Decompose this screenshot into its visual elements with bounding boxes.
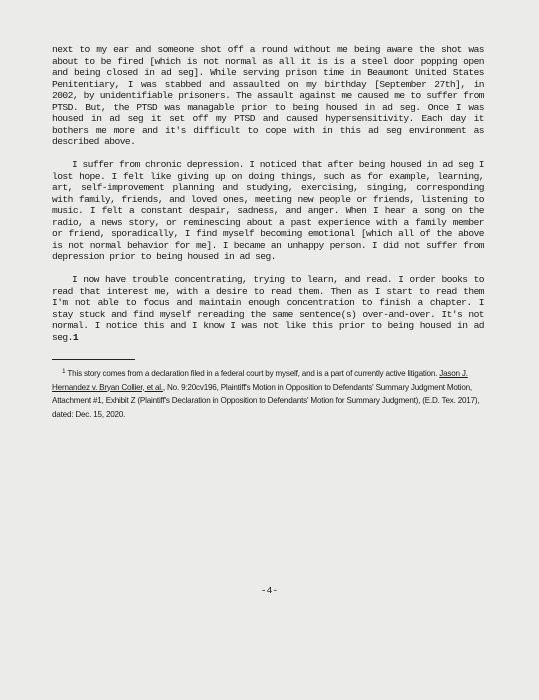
footnote-separator bbox=[52, 359, 135, 360]
body-text bbox=[52, 44, 484, 355]
page-number: -4- bbox=[260, 585, 279, 596]
footnote-case-name: Jason J. Hernandez v. Bryan Collier, et al. bbox=[52, 369, 468, 392]
footnote-marker: 1 bbox=[62, 368, 66, 375]
footnote-reference: 1 bbox=[72, 331, 79, 343]
paragraph-concentration-text: I now have trouble concentrating, trying to learn, and read. I order books to read that interest me, with a desire to read them. Then as I start to read them I'm not able to focus and maintain enough concentration to finish a chapter. I stay stuck and find myself rereading the same sentence(s) over-and-over. It's not normal. I notice this and I know I was not like this prior to being housed in ad seg. bbox=[52, 274, 484, 343]
footnote-text-after: , No. 9:20cv196, Plaintiff's Motion in Opposition to Defendants' Summary Judgment Motion, Attachment #1, Exhibit Z (Plaintiff's Declaration in Opposition to Defendants' Motion for Summary Judgment), (E.D. Tex. 2017), dated: Dec. 15, 2020. bbox=[52, 382, 480, 419]
paragraph-depression: I suffer from chronic depression. I noticed that after being housed in ad seg I lost hope. I felt like giving up on doing things, such as for example, learning, art, self-improvement planning and studying, exercising, singing, corresponding with family, friends, and loved ones, meeting new people or friends, listening to music. I felt a constant despair, sadness, and anger. When I hear a song on the radio, a news story, or reminescing about a past experience with a family member or friend, sporadically, I find myself becoming emotional [which all of the above is not normal behavior for me]. I became an unhappy person. I did not suffer from depression prior to being housed in ad seg. bbox=[52, 159, 484, 262]
footnote-text-before: This story comes from a declaration filed in a federal court by myself, and is a part of currently active litigation. bbox=[67, 369, 440, 378]
paragraph-concentration bbox=[52, 274, 484, 343]
footnote bbox=[52, 367, 484, 421]
paragraph-continuation: next to my ear and someone shot off a round without me being aware the shot was about to be fired [which is not normal as all it is is a steel door popping open and being closed in ad seg]. While serving prison time in Beaumont United States Penitentiary, I was stabbed and assaulted on my birthday [September 27th], in 2002, by unidentifiable prisoners. The assault against me caused me to suffer from PTSD. But, the PTSD was managable prior to being housed in ad seg. Once I was housed in ad seg it set off my PTSD and caused hypersensitivity. Each day it bothers me more and it's difficult to cope with in this ad seg environment as described above. bbox=[52, 44, 484, 147]
